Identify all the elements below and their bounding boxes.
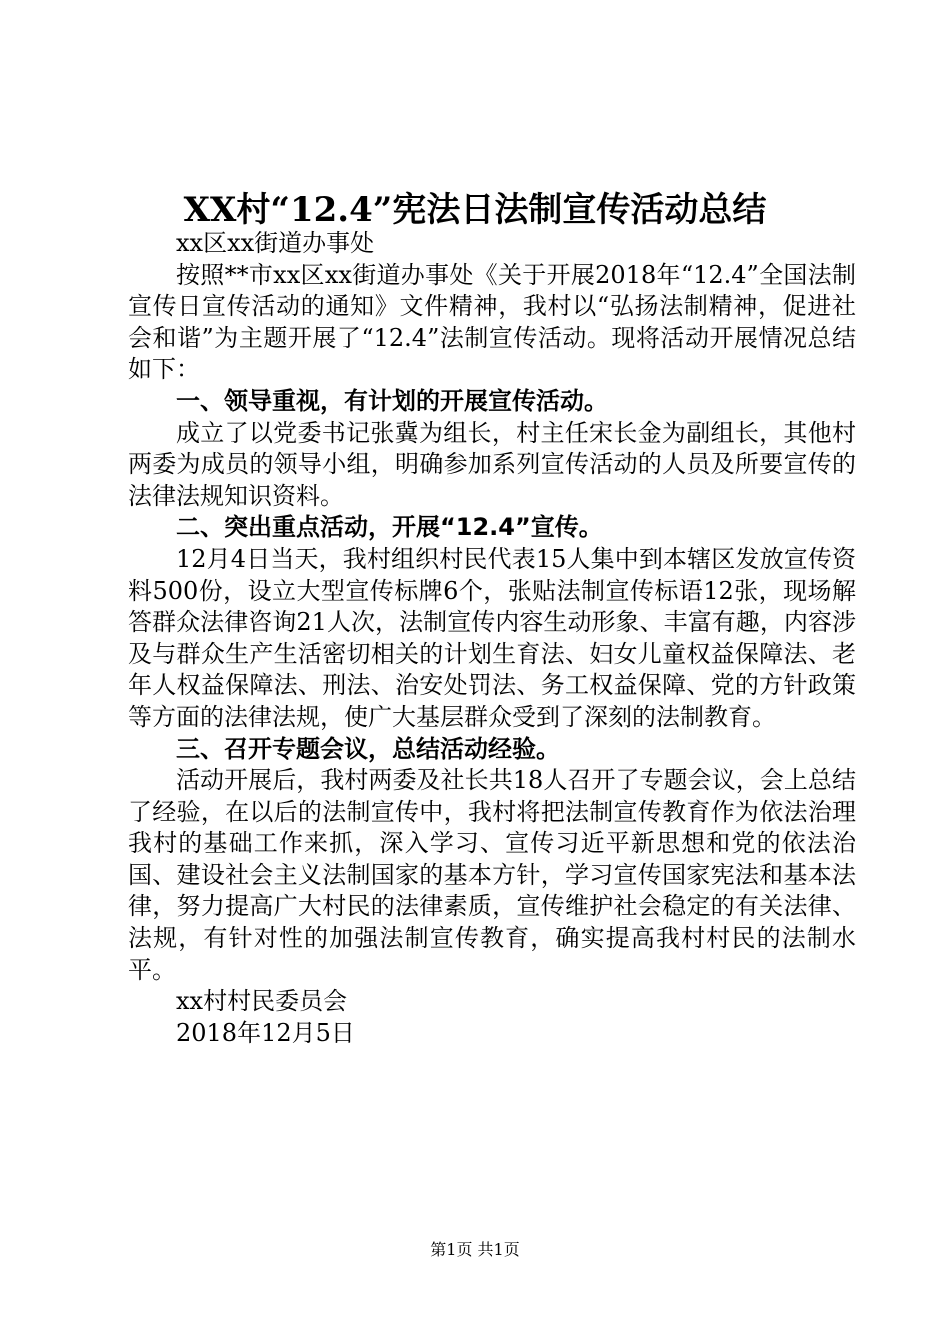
section-1-paragraph: 成立了以党委书记张冀为组长，村主任宋长金为副组长，其他村两委为成员的领导小组，明确参加系列宣传活动的人员及所要宣传的法律法规知识资料。 xyxy=(128,418,856,510)
page-footer: 第1页 共1页 xyxy=(430,1240,520,1259)
section-2-heading: 二、突出重点活动，开展“12.4”宣传。 xyxy=(176,513,603,542)
section-3-paragraph: 活动开展后，我村两委及社长共18人召开了专题会议，会上总结了经验，在以后的法制宣传中，我村将把法制宣传教育作为依法治理我村的基础工作来抓，深入学习、宣传习近平新思想和党的依法治国、建设社会主义法制国家的基本方针，学习宣传国家宪法和基本法律，努力提高广大村民的法律素质，宣传维护社会稳定的有关法律、法规，有针对性的加强法制宣传教育，确实提高我村村民的法制水平。 xyxy=(128,766,856,984)
sender-line: xx区xx街道办事处 xyxy=(176,229,375,257)
section-1-heading: 一、领导重视，有计划的开展宣传活动。 xyxy=(176,386,608,415)
document-title: XX村“12.4”宪法日法制宣传活动总结 xyxy=(183,190,767,230)
document-body xyxy=(128,228,856,1049)
date-line: 2018年12月5日 xyxy=(176,1018,355,1047)
section-3-heading: 三、召开专题会议，总结活动经验。 xyxy=(176,734,560,763)
intro-paragraph: 按照**市xx区xx街道办事处《关于开展2018年“12.4”全国法制宣传日宣传活动的通知》文件精神，我村以“弘扬法制精神，促进社会和谐”为主题开展了“12.4”法制宣传活动。现将活动开展情况总结如下： xyxy=(128,260,856,384)
section-2-paragraph: 12月4日当天，我村组织村民代表15人集中到本辖区发放宣传资料500份，设立大型宣传标牌6个，张贴法制宣传标语12张，现场解答群众法律咨询21人次，法制宣传内容生动形象、丰富有趣，内容涉及与群众生产生活密切相关的计划生育法、妇女儿童权益保障法、老年人权益保障法、刑法、治安处罚法、务工权益保障、党的方针政策等方面的法律法规，使广大基层群众受到了深刻的法制教育。 xyxy=(128,544,856,731)
signature-line: xx村村民委员会 xyxy=(176,987,348,1016)
